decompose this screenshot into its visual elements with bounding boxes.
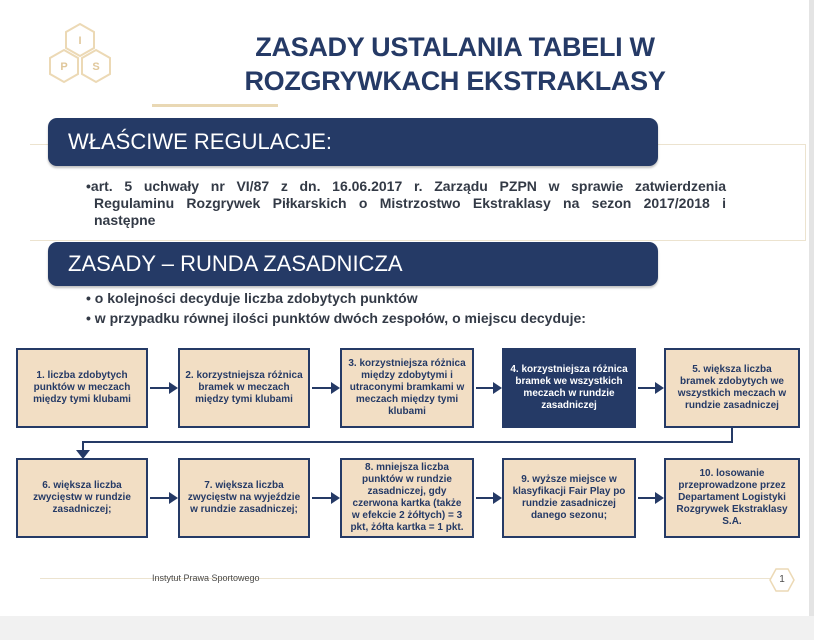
criterion-box-5: 5. większa liczba bramek zdobytych we wszystkich meczach w rundzie zasadniczej xyxy=(664,348,800,428)
section-heading-rules: ZASADY – RUNDA ZASADNICZA xyxy=(48,242,658,286)
criterion-box-10: 10. losowanie przeprowadzone przez Departament Logistyki Rozgrywek Ekstraklasy S.A. xyxy=(664,458,800,538)
regulation-line-3: następne xyxy=(94,212,156,228)
page-number xyxy=(769,568,795,592)
criterion-box-6: 6. większa liczba zwycięstw w rundzie zasadniczej; xyxy=(16,458,148,538)
criterion-box-8: 8. mniejsza liczba punktów w rundzie zasadniczej, gdy czerwona kartka (także w efekcie 2 żółtych) = 3 pkt, żółta kartka = 1 pkt. xyxy=(340,458,474,538)
flow-arrow xyxy=(312,497,338,499)
logo-letter-p: P xyxy=(60,61,68,73)
window-edge xyxy=(809,0,814,616)
title-line-2: ROZGRYWKACH EKSTRAKLASY xyxy=(244,66,666,96)
title-divider xyxy=(152,104,278,107)
ips-logo-icon xyxy=(44,22,116,84)
criterion-box-7: 7. większa liczba zwycięstw na wyjeździe w rundzie zasadniczej; xyxy=(178,458,310,538)
flow-arrow xyxy=(150,387,176,389)
logo-letter-s: S xyxy=(92,61,100,73)
flow-arrow xyxy=(638,497,662,499)
flow-connector xyxy=(82,441,733,443)
regulation-text xyxy=(86,178,726,229)
criterion-box-3: 3. korzystniejsza różnica między zdobytymi i utraconymi bramkami w meczach między tymi klubami xyxy=(340,348,474,428)
regulation-line-1: •art. 5 uchwały nr VI/87 z dn. 16.06.2017 r. Zarządu PZPN w sprawie zatwierdzenia xyxy=(86,178,726,194)
footer-divider xyxy=(40,578,775,579)
flow-arrow xyxy=(312,387,338,389)
criterion-box-2: 2. korzystniejsza różnica bramek w meczach między tymi klubami xyxy=(178,348,310,428)
page-number-value: 1 xyxy=(779,574,785,585)
footer-organization: Instytut Prawa Sportowego xyxy=(152,573,260,583)
flow-arrow xyxy=(638,387,662,389)
criterion-box-9: 9. wyższe miejsce w klasyfikacji Fair Play po rundzie zasadniczej danego sezonu; xyxy=(502,458,636,538)
regulation-line-2: Regulaminu Rozgrywek Piłkarskich o Mistrzostwo Ekstraklasy na sezon 2017/2018 i xyxy=(94,195,726,211)
bottom-strip xyxy=(0,616,814,640)
flow-arrow xyxy=(150,497,176,499)
rules-bullets xyxy=(86,288,586,328)
criterion-box-4: 4. korzystniejsza różnica bramek we wszystkich meczach w rundzie zasadniczej xyxy=(502,348,636,428)
flow-arrow xyxy=(476,497,500,499)
title-line-1: ZASADY USTALANIA TABELI W xyxy=(255,32,655,62)
bullet-item: • o kolejności decyduje liczba zdobytych punktów xyxy=(86,290,418,306)
page-title xyxy=(205,30,705,98)
criterion-box-1: 1. liczba zdobytych punktów w meczach między tymi klubami xyxy=(16,348,148,428)
logo-letter-i: I xyxy=(78,35,82,47)
bullet-item: • w przypadku równej ilości punktów dwóch zespołów, o miejscu decyduje: xyxy=(86,310,586,326)
flow-arrow xyxy=(476,387,500,389)
section-heading-regulations: WŁAŚCIWE REGULACJE: xyxy=(48,118,658,166)
